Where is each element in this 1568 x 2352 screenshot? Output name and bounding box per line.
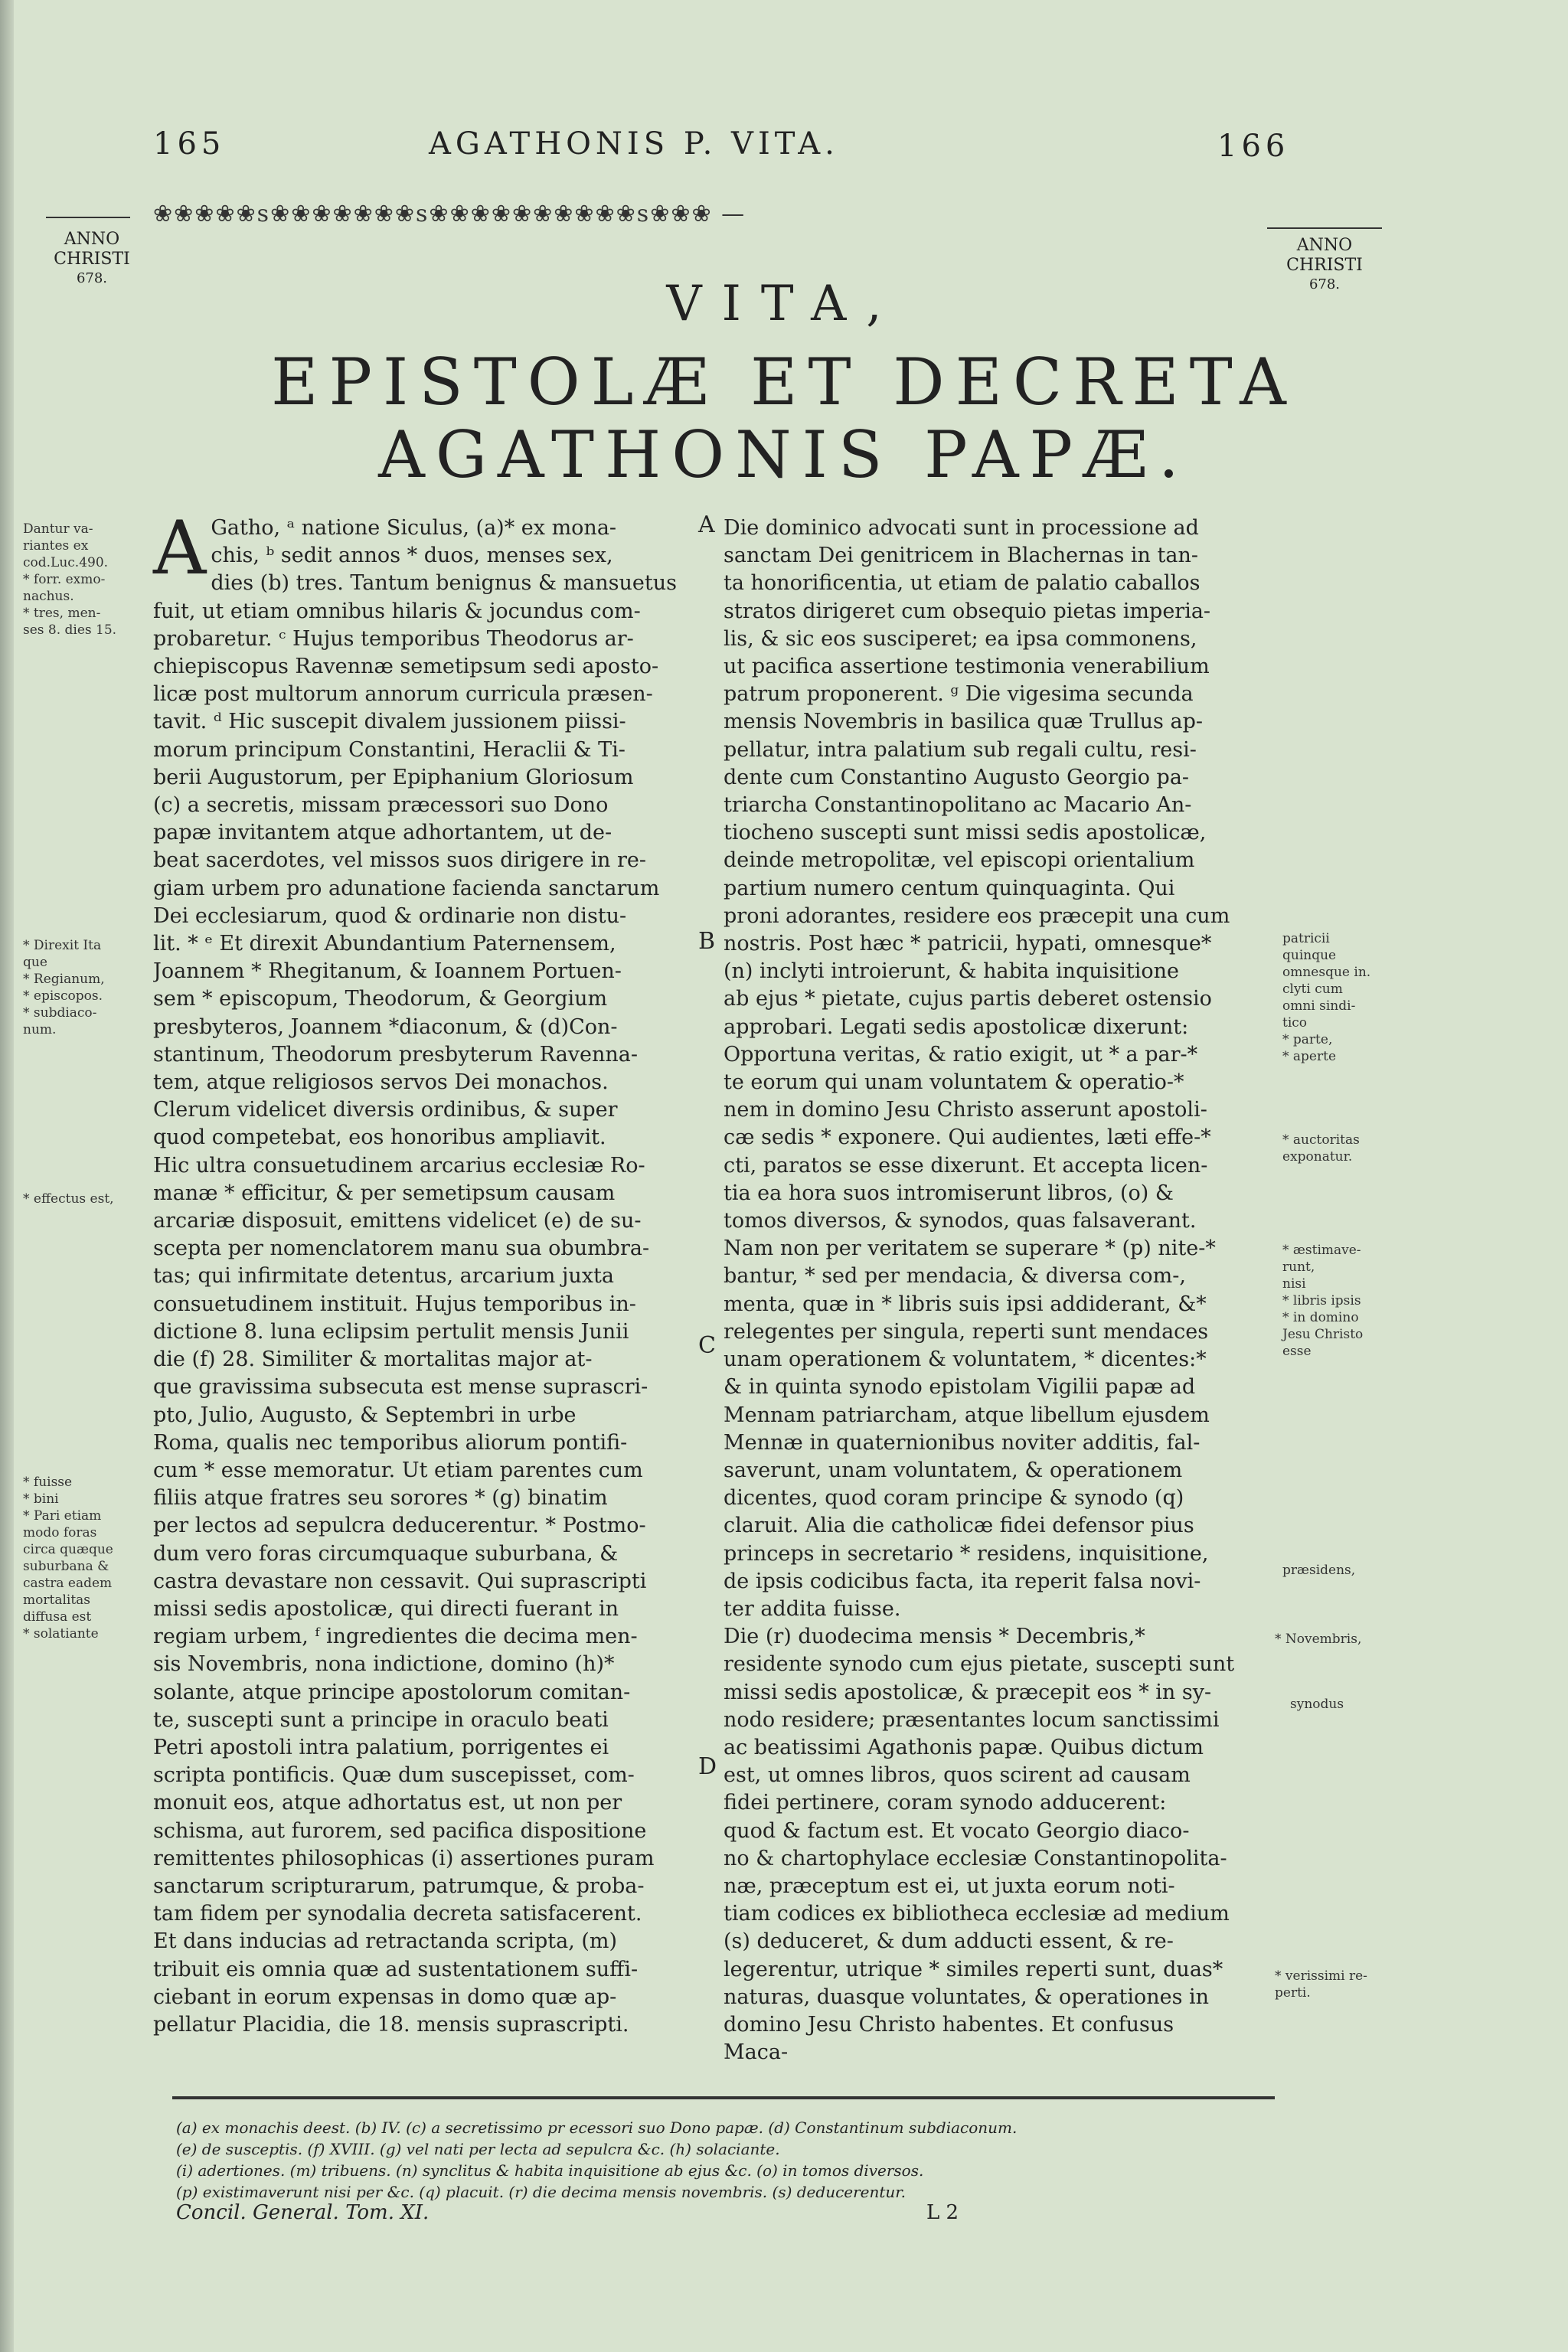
text-line: chis, ᵇ sedit annos * duos, menses sex, [211,544,613,568]
text-line: menta, quæ in * libris suis ipsi addiderant, &* [724,1292,1207,1316]
text-line: dictione 8. luna eclipsim pertulit mensis Junii [153,1319,629,1344]
ornament-band: ❀❀❀❀❀s❀❀❀❀❀❀❀s❀❀❀❀❀❀❀❀❀❀s❀❀❀ — [153,201,746,227]
text-line: (n) inclyti introierunt, & habita inquisitione [724,959,1179,984]
text-line: presbyteros, Joannem *diaconum, & (d)Con- [153,1014,618,1039]
text-line: tiam codices ex bibliotheca ecclesiæ ad medium [724,1902,1230,1926]
title-agathonis: AGATHONIS PAPÆ. [378,417,1190,492]
text-line: manæ * efficitur, & per semetipsum causam [153,1181,616,1205]
text-line: triarcha Constantinopolitano ac Macario An- [724,793,1192,818]
text-line: probaretur. ᶜ Hujus temporibus Theodorus ar- [153,626,634,651]
text-line: fidei pertinere, coram synodo adducerent: [724,1791,1167,1815]
text-line: que gravissima subsecuta est mense suprascri- [153,1375,648,1400]
ornament-rule-right [1267,227,1382,229]
text-line: de ipsis codicibus facta, ita reperit falsa novi- [724,1569,1201,1593]
text-line: stantinum, Theodorum presbyterum Ravenna- [153,1042,639,1067]
drop-cap-a: A [153,505,207,591]
running-title: AGATHONIS P. VITA. [429,126,839,162]
text-line: licæ post multorum annorum curricula præsen- [153,682,653,707]
right-margin-note: * æstimave- runt, nisi * libris ipsis * in domino Jesu Christo esse [1282,1243,1364,1359]
text-line: Petri apostoli intra palatium, porrigentes ei [153,1735,609,1759]
text-line: Dei ecclesiarum, quod & ordinarie non distu- [153,903,627,928]
footnote-rule [172,2096,1275,2099]
text-line: Mennam patriarcham, atque libellum ejusdem [724,1403,1210,1427]
text-line: deinde metropolitæ, vel episcopi orientalium [724,848,1195,873]
text-line: arcariæ disposuit, emittens videlicet (e) de su- [153,1209,642,1233]
anno-label: ANNO [64,230,120,249]
left-margin-note: * effectus est, [23,1191,114,1207]
text-line: nostris. Post hæc * patricii, hypati, omnesque* [724,932,1212,956]
text-line: chiepiscopus Ravennæ semetipsum sedi aposto- [153,655,659,679]
right-margin-note: synodus [1290,1697,1344,1712]
text-line: nodo residere; præsentantes locum sanctissimi [724,1707,1220,1732]
title-vita: VITA, [666,276,902,332]
page-number-right: 166 [1217,129,1290,164]
text-line: ciebant in eorum expensas in domo quæ ap- [153,1984,617,2009]
christi-label: CHRISTI [1286,256,1363,276]
text-line: sanctarum scripturarum, patrumque, & proba- [153,1873,645,1898]
page-number-left: 165 [153,126,226,162]
text-line: Et dans inducias ad retractanda scripta, (m) [153,1929,618,1954]
text-line: dies (b) tres. Tantum benignus & mansuetus [211,571,677,596]
text-line: Joannem * Rhegitanum, & Ioannem Portuen- [153,959,622,984]
text-line: monuit eos, atque adhortatus est, ut non per [153,1791,622,1815]
left-margin-note: * Direxit Ita que * Regianum, * episcopos. * subdiaco- num. [23,938,105,1037]
text-line: Mennæ in quaternionibus noviter additis, fal- [724,1430,1200,1455]
footnote-line: (i) adertiones. (m) tribuens. (n) synclitus & habita inquisitione ab ejus &c. (o) in tomos diversos. [176,2161,924,2180]
footnotes [176,2117,1279,2203]
text-line: pto, Julio, Augusto, & Septembri in urbe [153,1403,577,1427]
text-line: beat sacerdotes, vel missos suos dirigere in re- [153,848,646,873]
ornament-rule-left [46,217,130,218]
signature-left: Concil. General. Tom. XI. [176,2201,430,2224]
text-line: ter addita fuisse. [724,1596,901,1621]
text-line: cti, paratos se esse dixerunt. Et accepta licen- [724,1153,1208,1178]
text-line: mensis Novembris in basilica quæ Trullus ap- [724,710,1203,734]
text-line: tem, atque religiosos servos Dei monachos. [153,1070,609,1095]
text-line: te, suscepti sunt a principe in oraculo beati [153,1707,609,1732]
text-line: tia ea hora suos intromiserunt libros, (o) & [724,1181,1174,1205]
text-line: tiocheno suscepti sunt missi sedis apostolicæ, [724,821,1207,845]
text-line: missi sedis apostolicæ, qui directi fuerant in [153,1596,619,1621]
text-line: schisma, aut furorem, sed pacifica dispositione [153,1818,647,1843]
text-line: ᵃ natione Siculus, (a)* ex mona- [286,516,617,540]
text-line: Hic ultra consuetudinem arcarius ecclesiæ Ro- [153,1153,645,1178]
text-line: lit. * ᵉ Et direxit Abundantium Paternensem, [153,932,616,956]
text-line: relegentes per singula, reperti sunt mendaces [724,1319,1209,1344]
text-line: solante, atque principe apostolorum comitan- [153,1680,631,1704]
first-word: Gatho, [211,516,281,540]
text-line: naturas, duasque voluntates, & operationes in [724,1984,1210,2009]
footnote-line: (a) ex monachis deest. (b) IV. (c) a secretissimo pr ecessori suo Dono papæ. (d) Constantinum subdiaconum. [176,2118,1018,2137]
text-line: regiam urbem, ᶠ ingredientes die decima men- [153,1625,638,1649]
text-line: partium numero centum quinquaginta. Qui [724,876,1175,900]
footnote-line: (e) de susceptis. (f) XVIII. (g) vel nati per lecta ad sepulcra &c. (h) solaciante. [176,2140,780,2158]
text-line: scepta per nomenclatorem manu sua obumbra- [153,1236,650,1261]
text-line: Nam non per veritatem se superare * (p) nite-* [724,1236,1216,1261]
year-label: 678. [1308,276,1341,292]
right-margin-note: * Novembris, [1275,1632,1362,1647]
text-line: Die dominico advocati sunt in processione ad [724,516,1199,540]
text-line: ac beatissimi Agathonis papæ. Quibus dictum [724,1735,1204,1759]
left-margin-note: * fuisse * bini * Pari etiam modo foras circa quæque suburbana & castra eadem mortalitas diffusa est * solatiante [23,1475,113,1642]
text-line: tas; qui infirmitate detentus, arcarium juxta [153,1264,614,1289]
section-marker-d: D [698,1753,717,1780]
text-line: Roma, qualis nec temporibus aliorum pontifi- [153,1430,628,1455]
text-line: quod competebat, eos honoribus ampliavit. [153,1125,606,1150]
footnote-line: (p) existimaverunt nisi per &c. (q) placuit. (r) die decima mensis novembris. (s) deducerentur. [176,2183,906,2201]
text-line: Clerum videlicet diversis ordinibus, & super [153,1098,618,1122]
text-line: tavit. ᵈ Hic suscepit divalem jussionem piissi- [153,710,626,734]
text-line: tomos diversos, & synodos, quas falsaverant. [724,1209,1197,1233]
right-margin-note: * auctoritas exponatur. [1282,1132,1360,1165]
text-line: & in quinta synodo epistolam Vigilii papæ ad [724,1375,1196,1400]
text-line: ab ejus * pietate, cujus partis deberet ostensio [724,987,1212,1011]
right-margin-note: præsidens, [1282,1563,1356,1578]
left-column-text [153,505,697,2039]
text-line: pellatur Placidia, die 18. mensis suprascripti. [153,2012,629,2037]
year-label: 678. [76,270,108,286]
text-line: bantur, * sed per mendacia, & diversa com-, [724,1264,1186,1289]
text-line: filiis atque fratres seu sorores * (g) binatim [153,1486,608,1511]
text-line: sis Novembris, nona indictione, domino (h)* [153,1652,615,1677]
text-line: cæ sedis * exponere. Qui audientes, læti effe-* [724,1125,1211,1150]
text-line: proni adorantes, residere eos præcepit una cum [724,903,1230,928]
text-line: sem * episcopum, Theodorum, & Georgium [153,987,608,1011]
text-line: saverunt, unam voluntatem, & operationem [724,1458,1183,1482]
text-line: per lectos ad sepulcra deducerentur. * Postmo- [153,1514,646,1538]
text-line: dente cum Constantino Augusto Georgio pa- [724,765,1190,789]
text-line: sanctam Dei genitricem in Blachernas in tan- [724,544,1198,568]
text-line: claruit. Alia die catholicæ fidei defensor pius [724,1514,1194,1538]
text-line: ta honorificentia, ut etiam de palatio caballos [724,571,1200,596]
text-line: Die (r) duodecima mensis * Decembris,* [724,1625,1145,1649]
text-line: tam fidem per synodalia decreta satisfacerent. [153,1902,642,1926]
right-margin-note: * verissimi re- perti. [1275,1968,1367,2001]
text-line: næ, præceptum est ei, ut juxta eorum noti- [724,1873,1175,1898]
text-line: patrum proponerent. ᵍ Die vigesima secunda [724,682,1194,707]
text-line: princeps in secretario * residens, inquisitione, [724,1541,1209,1566]
text-line: domino Jesu Christo habentes. Et confusus [724,2012,1174,2037]
text-line: missi sedis apostolicæ, & præcepit eos * in sy- [724,1680,1212,1704]
text-line: est, ut omnes libros, quos scirent ad causam [724,1763,1191,1788]
left-margin-note: Dantur va- riantes ex cod.Luc.490. * forr. exmo- nachus. * tres, men- ses 8. dies 15. [23,521,117,638]
text-line: fuit, ut etiam omnibus hilaris & jocundus com- [153,599,641,623]
title-epistolae: EPISTOLÆ ET DECRETA [271,345,1297,420]
text-line: stratos dirigeret cum obsequio pietas imperia- [724,599,1211,623]
text-line: Opportuna veritas, & ratio exigit, ut * a par-* [724,1042,1198,1067]
text-line: remittentes philosophicas (i) assertiones puram [153,1846,655,1870]
text-line: te eorum qui unam voluntatem & operatio-* [724,1070,1184,1095]
text-line: unam operationem & voluntatem, * dicentes:* [724,1348,1207,1372]
signature-right: L 2 [926,2201,959,2224]
text-line: approbari. Legati sedis apostolicæ dixerunt: [724,1014,1189,1039]
anno-label: ANNO [1296,236,1353,255]
text-line: dum vero foras circumquaque suburbana, & [153,1541,619,1566]
text-line: (s) deduceret, & dum adducti essent, & re- [724,1929,1174,1954]
text-line: cum * esse memoratur. Ut etiam parentes cum [153,1458,643,1482]
christi-label: CHRISTI [54,250,130,270]
text-line: (c) a secretis, missam præcessori suo Dono [153,793,609,818]
text-line: no & chartophylace ecclesiæ Constantinopolita- [724,1846,1227,1870]
right-column-text [724,514,1267,2066]
text-line: morum principum Constantini, Heraclii & Ti- [153,737,626,762]
section-marker-b: B [698,928,716,955]
text-line: berii Augustorum, per Epiphanium Gloriosum [153,765,634,789]
text-line: quod & factum est. Et vocato Georgio diaco- [724,1818,1190,1843]
text-line: dicentes, quod coram principe & synodo (q) [724,1486,1184,1511]
text-line: lis, & sic eos susciperet; ea ipsa commonens, [724,626,1197,651]
text-line: papæ invitantem atque adhortantem, ut de- [153,821,612,845]
text-line: Maca- [724,2040,789,2065]
text-line: consuetudinem instituit. Hujus temporibus in- [153,1292,636,1316]
text-line: pellatur, intra palatium sub regali cultu, resi- [724,737,1197,762]
text-line: ut pacifica assertione testimonia venerabilium [724,655,1210,679]
text-line: castra devastare non cessavit. Qui suprascripti [153,1569,647,1593]
text-line: giam urbem pro adunatione facienda sanctarum [153,876,660,900]
right-margin-note: patricii quinque omnesque in. clyti cum omni sindi- tico * parte, * aperte [1282,931,1371,1064]
text-line: tribuit eis omnia quæ ad sustentationem suffi- [153,1957,639,1981]
section-marker-c: C [698,1332,716,1359]
text-line: scripta pontificis. Quæ dum suscepisset, com- [153,1763,635,1788]
text-line: residente synodo cum ejus pietate, suscepti sunt [724,1652,1235,1677]
text-line: legerentur, utrique * similes reperti sunt, duas* [724,1957,1223,1981]
text-line: die (f) 28. Similiter & mortalitas major at- [153,1348,593,1372]
section-marker-a: A [698,511,715,538]
text-line: nem in domino Jesu Christo asserunt apostoli- [724,1098,1207,1122]
